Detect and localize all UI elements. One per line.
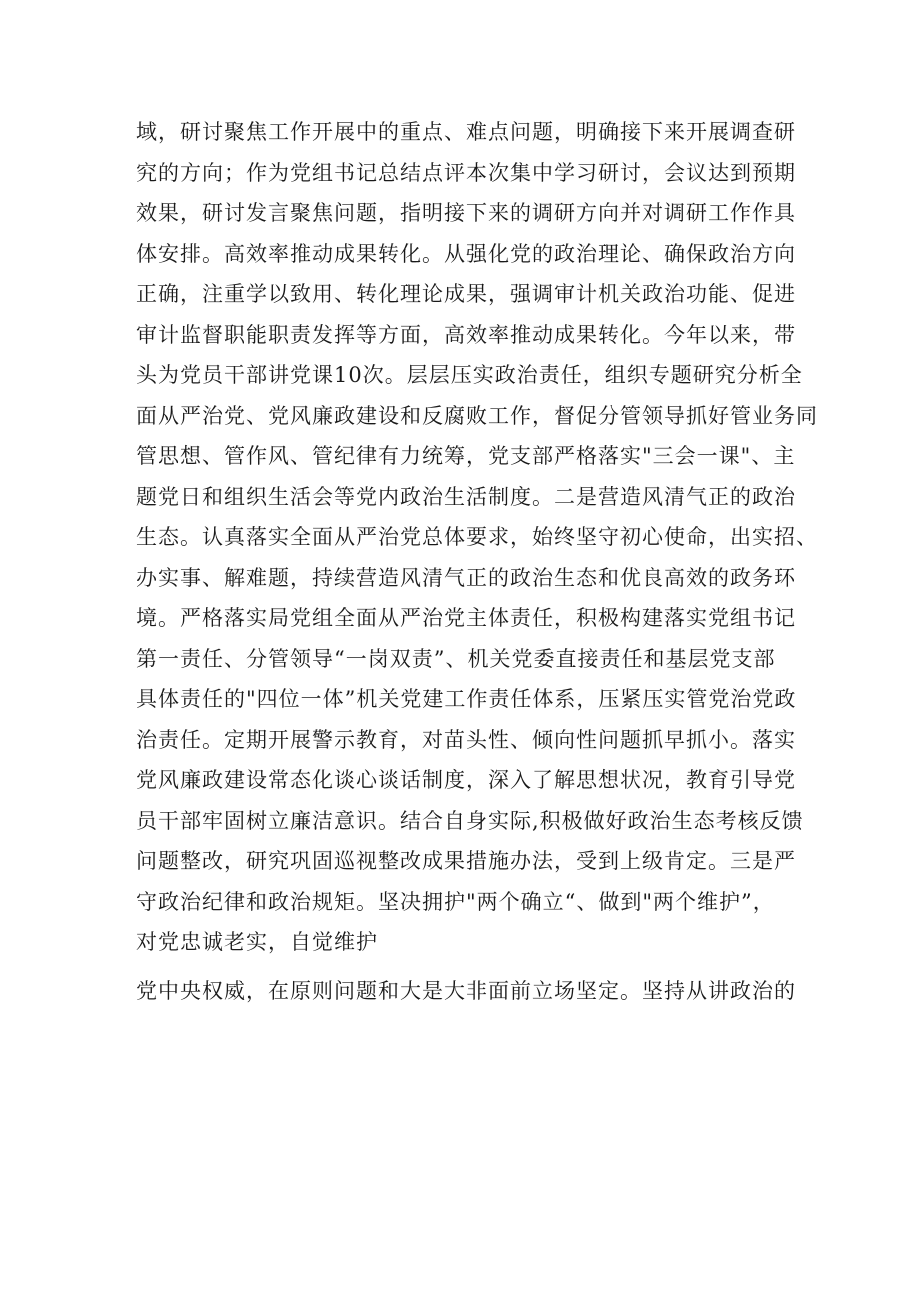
text-line: 题党日和组织生活会等党内政治生活制度。二是营造风清气正的政治 — [136, 484, 796, 509]
text-line: 员干部牢固树立廉洁意识。结合自身实际,积极做好政治生态考核反馈 — [136, 808, 804, 833]
text-line: 党风廉政建设常态化谈心谈话制度，深入了解思想状况，教育引导党 — [136, 768, 796, 792]
text-line: 面从严治党、党风廉政建设和反腐败工作，督促分管领导抓好管业务同 — [136, 403, 818, 428]
text-line: 管思想、管作风、管纪律有力统筹，党支部严格落实"三会一课"、主 — [136, 444, 796, 468]
text-line: 域，研讨聚焦工作开展中的重点、难点问题，明确接下来开展调查研 — [136, 120, 796, 144]
text-line: 体安排。高效率推动成果转化。从强化党的政治理论、确保政治方向 — [136, 241, 796, 266]
text-line: 具体责任的"四位一体”机关党建工作责任体系，压紧压实管党治党政 — [136, 687, 797, 711]
text-line: 效果，研讨发言聚焦问题，指明接下来的调研方向并对调研工作作具 — [136, 201, 796, 225]
text-line: 治责任。定期开展警示教育，对苗头性、倾向性问题抓早抓小。落实 — [136, 727, 796, 752]
text-line: 究的方向；作为党组书记总结点评本次集中学习研讨，会议达到预期 — [136, 160, 796, 185]
text-line: 对党忠诚老实，自觉维护 — [136, 930, 378, 954]
text-line: 境。严格落实局党组全面从严治党主体责任，积极构建落实党组书记 — [136, 606, 796, 630]
text-line: 第一责任、分管领导“一岗双责”、机关党委直接责任和基层党支部 — [136, 646, 776, 671]
text-line: 生态。认真落实全面从严治党总体要求，始终坚守初心使命，出实招、 — [136, 525, 818, 549]
text-line: 问题整改，研究巩固巡视整改成果措施办法，受到上级肯定。三是严 — [136, 849, 796, 873]
text-line: 守政治纪律和政治规矩。坚决拥护"两个确立“、做到"两个维护”， — [136, 889, 775, 914]
text-line: 正确，注重学以致用、转化理论成果，强调审计机关政治功能、促进 — [136, 282, 796, 306]
text-line: 审计监督职能职责发挥等方面，高效率推动成果转化。今年以来，带 — [136, 322, 796, 347]
text-line: 党中央权威，在原则问题和大是大非面前立场坚定。坚持从讲政治的 — [136, 978, 796, 1003]
text-line: 头为党员干部讲党课10次。层层压实政治责任，组织专题研究分析全 — [136, 363, 803, 387]
body-text — [136, 112, 818, 1011]
text-line: 办实事、解难题，持续营造风清气正的政治生态和优良高效的政务环 — [136, 565, 796, 590]
